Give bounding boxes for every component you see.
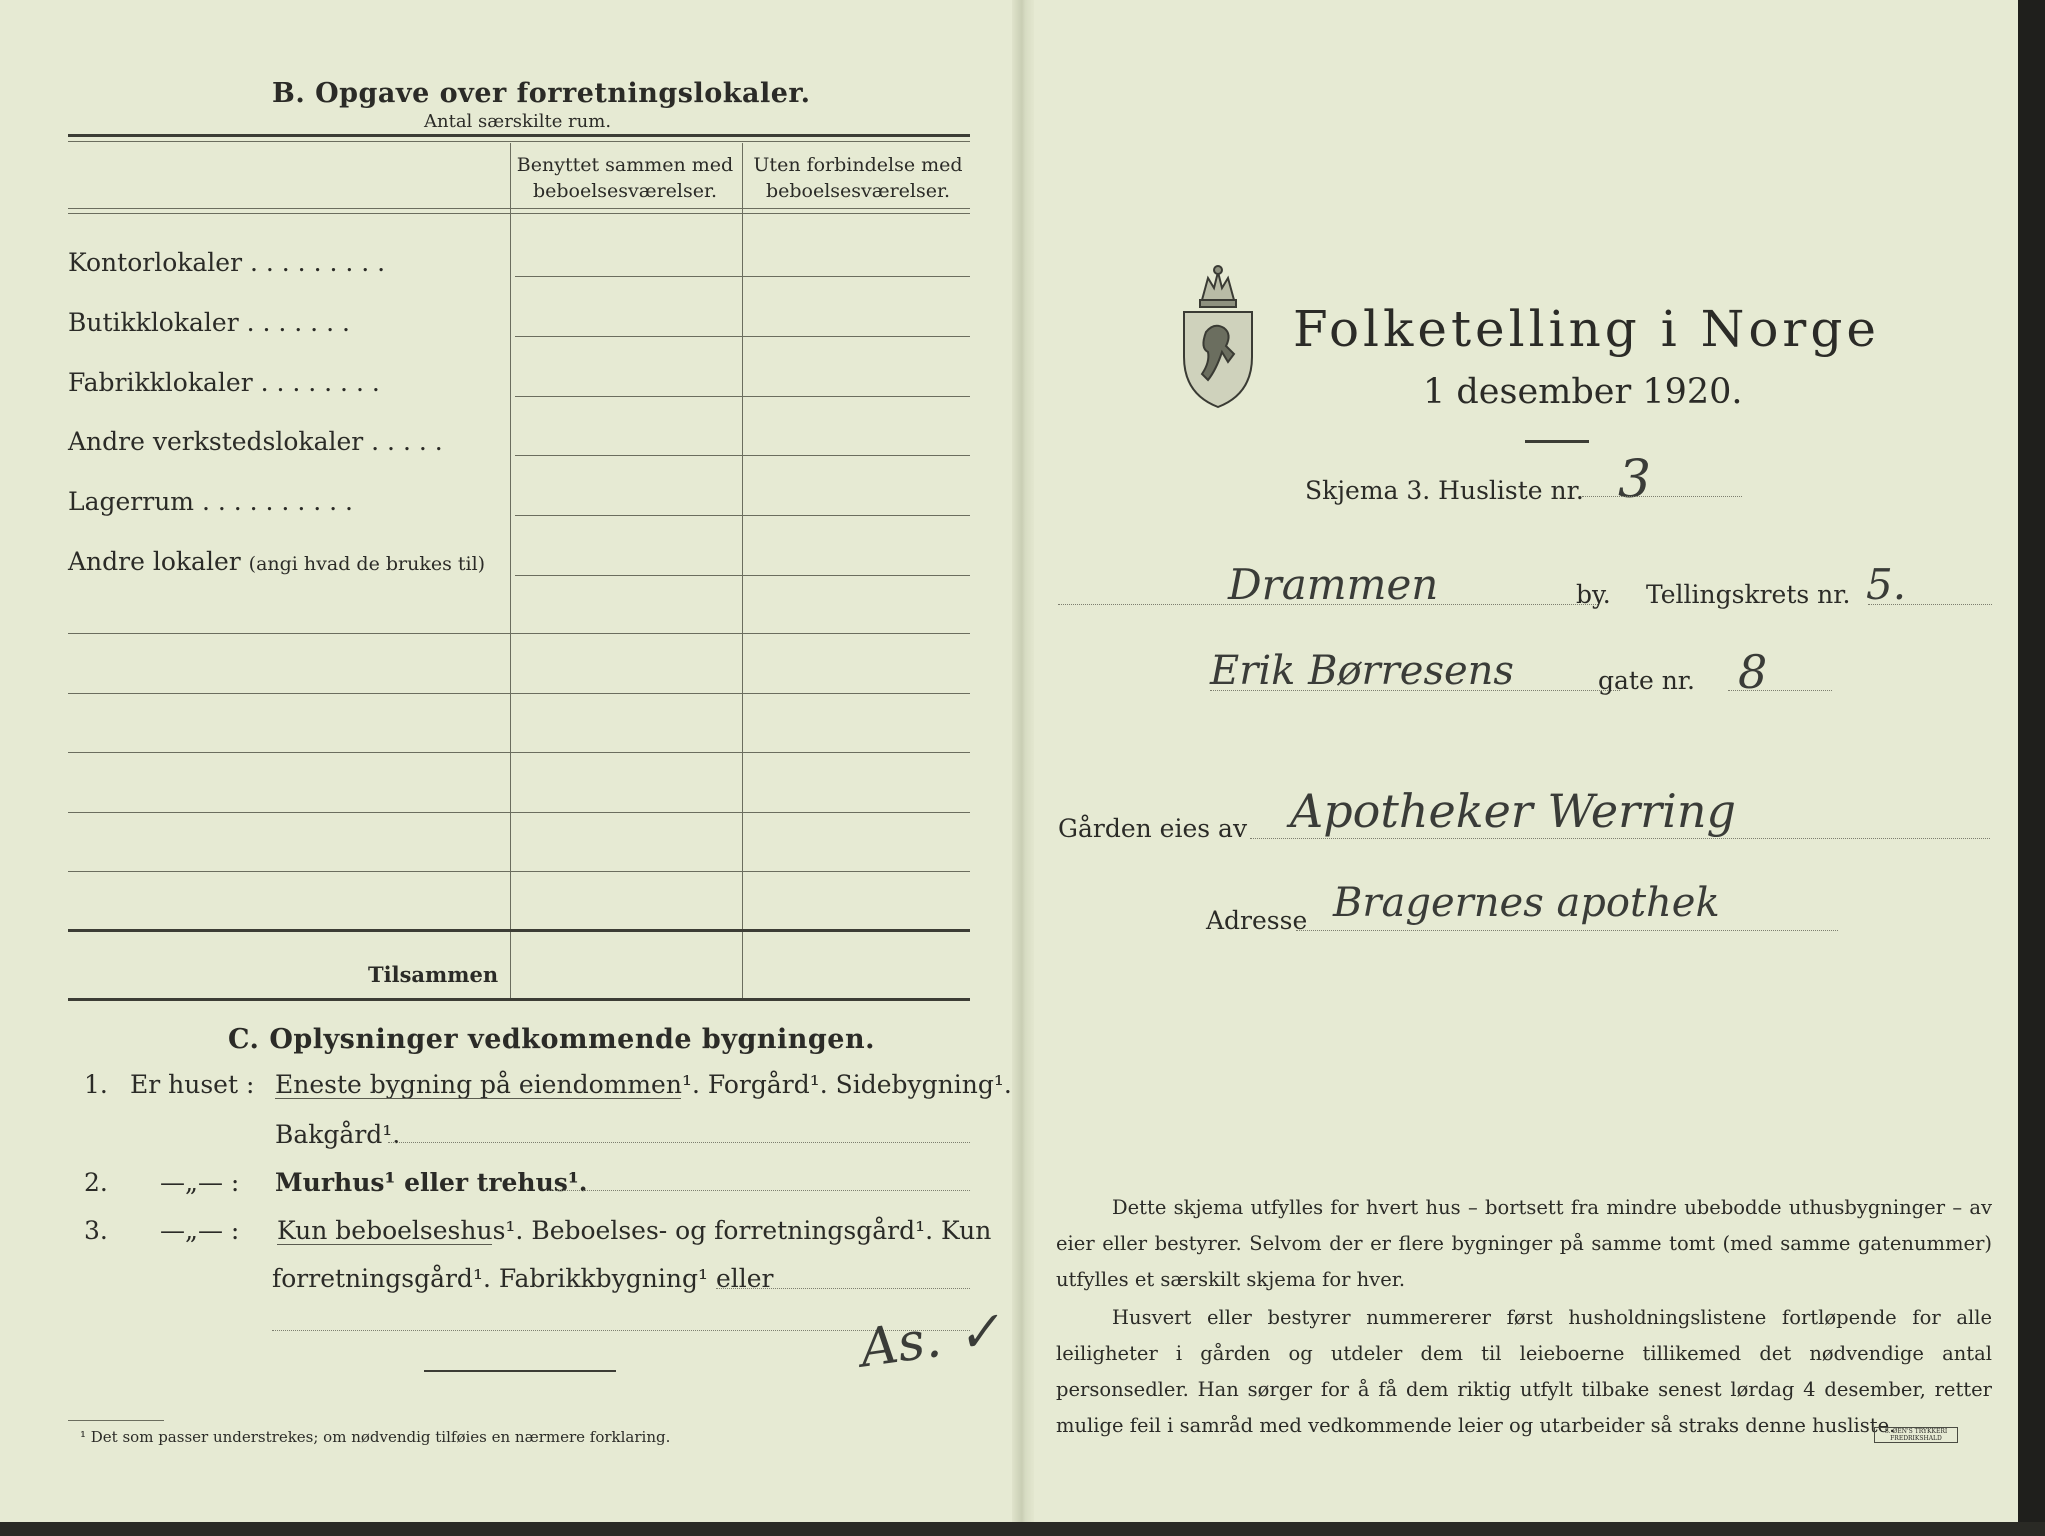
cell-rule <box>515 276 970 277</box>
item-2-number: 2. <box>84 1168 108 1197</box>
cell-rule <box>515 515 970 516</box>
row-andre-lokaler <box>68 547 485 576</box>
form-title: Folketelling i Norge <box>1293 300 1880 358</box>
norway-coat-of-arms-icon <box>1178 262 1258 412</box>
husliste-nr-line <box>1582 496 1742 497</box>
printer-stamp: S. ØEN'S TRYKKERI FREDRIKSHALD <box>1874 1427 1958 1443</box>
row-butikklokaler: Butikklokaler . . . . . . . <box>68 308 350 337</box>
adresse-line <box>1296 930 1838 931</box>
right-page <box>1028 0 2018 1536</box>
item-3-underline <box>277 1244 492 1245</box>
row-kontorlokaler: Kontorlokaler . . . . . . . . . <box>68 248 386 277</box>
item-1-underline <box>275 1098 681 1099</box>
gate-value[interactable]: Erik Børresens <box>1210 648 1514 694</box>
blank-row-rule <box>68 871 970 872</box>
by-label: by. <box>1576 580 1611 609</box>
title-rule <box>1525 440 1589 443</box>
col1-header: Benyttet sammen med beboelsesværelser. <box>516 154 734 202</box>
tellingskrets-value[interactable]: 5. <box>1866 560 1907 609</box>
header-rule-2 <box>68 213 970 214</box>
instructions-paragraph-1: Dette skjema utfylles for hvert hus – bortsett fra mindre ubebodde uthusbygninger – av eier eller bestyrer. Selvom der er flere bygninger på samme tomt (med samme gatenummer) utfylles et særskilt skjema for hver. <box>1056 1196 1992 1291</box>
table-col-divider-2 <box>742 143 743 1001</box>
gate-line <box>1210 690 1620 691</box>
item-2-options: Murhus¹ eller trehus¹. <box>275 1168 588 1197</box>
tellingskrets-line <box>1868 604 1992 605</box>
item-2-fill-line <box>548 1190 970 1191</box>
left-page <box>0 0 1020 1536</box>
item-1-fill-line <box>388 1142 970 1143</box>
gate-nr-line <box>1728 690 1832 691</box>
tellingskrets-label: Tellingskrets nr. <box>1646 580 1851 609</box>
item-3-number: 3. <box>84 1216 108 1245</box>
col2-header: Uten forbindelse med beboelsesværelser. <box>753 154 963 202</box>
cell-rule <box>515 396 970 397</box>
row-andre-lokaler-note: (angi hvad de brukes til) <box>248 553 486 575</box>
gate-label: gate nr. <box>1598 666 1695 695</box>
eier-line <box>1250 838 1990 839</box>
blank-row-rule <box>68 752 970 753</box>
item-3-prefix: —„— : <box>160 1216 240 1245</box>
eier-label: Gården eies av <box>1058 814 1248 843</box>
scan-edge-right <box>2018 0 2045 1536</box>
item-1-line2: Bakgård¹. <box>275 1120 401 1149</box>
footnote-rule <box>68 1420 164 1421</box>
section-b-subtitle: Antal særskilte rum. <box>424 111 612 132</box>
eier-value[interactable]: Apotheker Werring <box>1290 784 1736 838</box>
table-top-rule-thin <box>68 141 970 142</box>
cell-rule <box>515 455 970 456</box>
row-fabrikklokaler: Fabrikklokaler . . . . . . . . <box>68 368 380 397</box>
table-col-divider-1 <box>510 143 511 1001</box>
item-2-prefix: —„— : <box>160 1168 240 1197</box>
by-value[interactable]: Drammen <box>1228 560 1439 609</box>
blank-row-rule <box>68 633 970 634</box>
row-andre-verkstedslokaler: Andre verkstedslokaler . . . . . <box>68 427 443 456</box>
total-bottom-rule <box>68 998 970 1001</box>
husliste-nr-value[interactable]: 3 <box>1618 450 1652 510</box>
section-c-title: C. Oplysninger vedkommende bygningen. <box>228 1024 875 1055</box>
table-top-rule <box>68 134 970 137</box>
item-1-options: Eneste bygning på eiendommen¹. Forgård¹. Sidebygning¹. <box>275 1070 1012 1099</box>
cell-rule <box>515 575 970 576</box>
gate-nr-value[interactable]: 8 <box>1738 645 1768 699</box>
adresse-label: Adresse <box>1206 906 1308 935</box>
by-line <box>1058 604 1598 605</box>
blank-row-rule <box>68 812 970 813</box>
closing-rule <box>424 1370 616 1372</box>
item-1-prefix: Er huset : <box>130 1070 255 1099</box>
row-andre-lokaler-label: Andre lokaler <box>68 547 241 576</box>
section-b-title: B. Opgave over forretningslokaler. <box>272 78 811 109</box>
item-3-line2: forretningsgård¹. Fabrikkbygning¹ eller <box>272 1264 774 1293</box>
footnote: ¹ Det som passer understrekes; om nødvendig tilføies en nærmere forklaring. <box>80 1428 671 1446</box>
blank-row-rule <box>68 693 970 694</box>
item-1-number: 1. <box>84 1070 108 1099</box>
header-rule <box>68 208 970 209</box>
form-date: 1 desember 1920. <box>1423 372 1743 412</box>
cell-rule <box>515 336 970 337</box>
adresse-value[interactable]: Bragernes apothek <box>1333 880 1720 926</box>
row-lagerrum: Lagerrum . . . . . . . . . . <box>68 487 353 516</box>
signature-initials: As. ✓ <box>856 1300 1005 1380</box>
item-3-fill-line <box>716 1288 970 1289</box>
skjema-label: Skjema 3. Husliste nr. <box>1305 476 1584 505</box>
total-label: Tilsammen <box>368 962 499 987</box>
instructions-paragraph-2: Husvert eller bestyrer nummererer først husholdningslistene fortløpende for alle leiligheter i gården og utdeler dem til leieboerne tillikemed det nødvendige antal personsedler. Han sørger for å få dem riktig utfylt tilbake senest lørdag 4 desember, retter mulige feil i samråd med vedkommende leier og utarbeider så straks denne husliste. <box>1056 1306 1992 1437</box>
total-top-rule <box>68 929 970 932</box>
item-3-line1: Kun beboelseshus¹. Beboelses- og forretningsgård¹. Kun <box>277 1216 992 1245</box>
